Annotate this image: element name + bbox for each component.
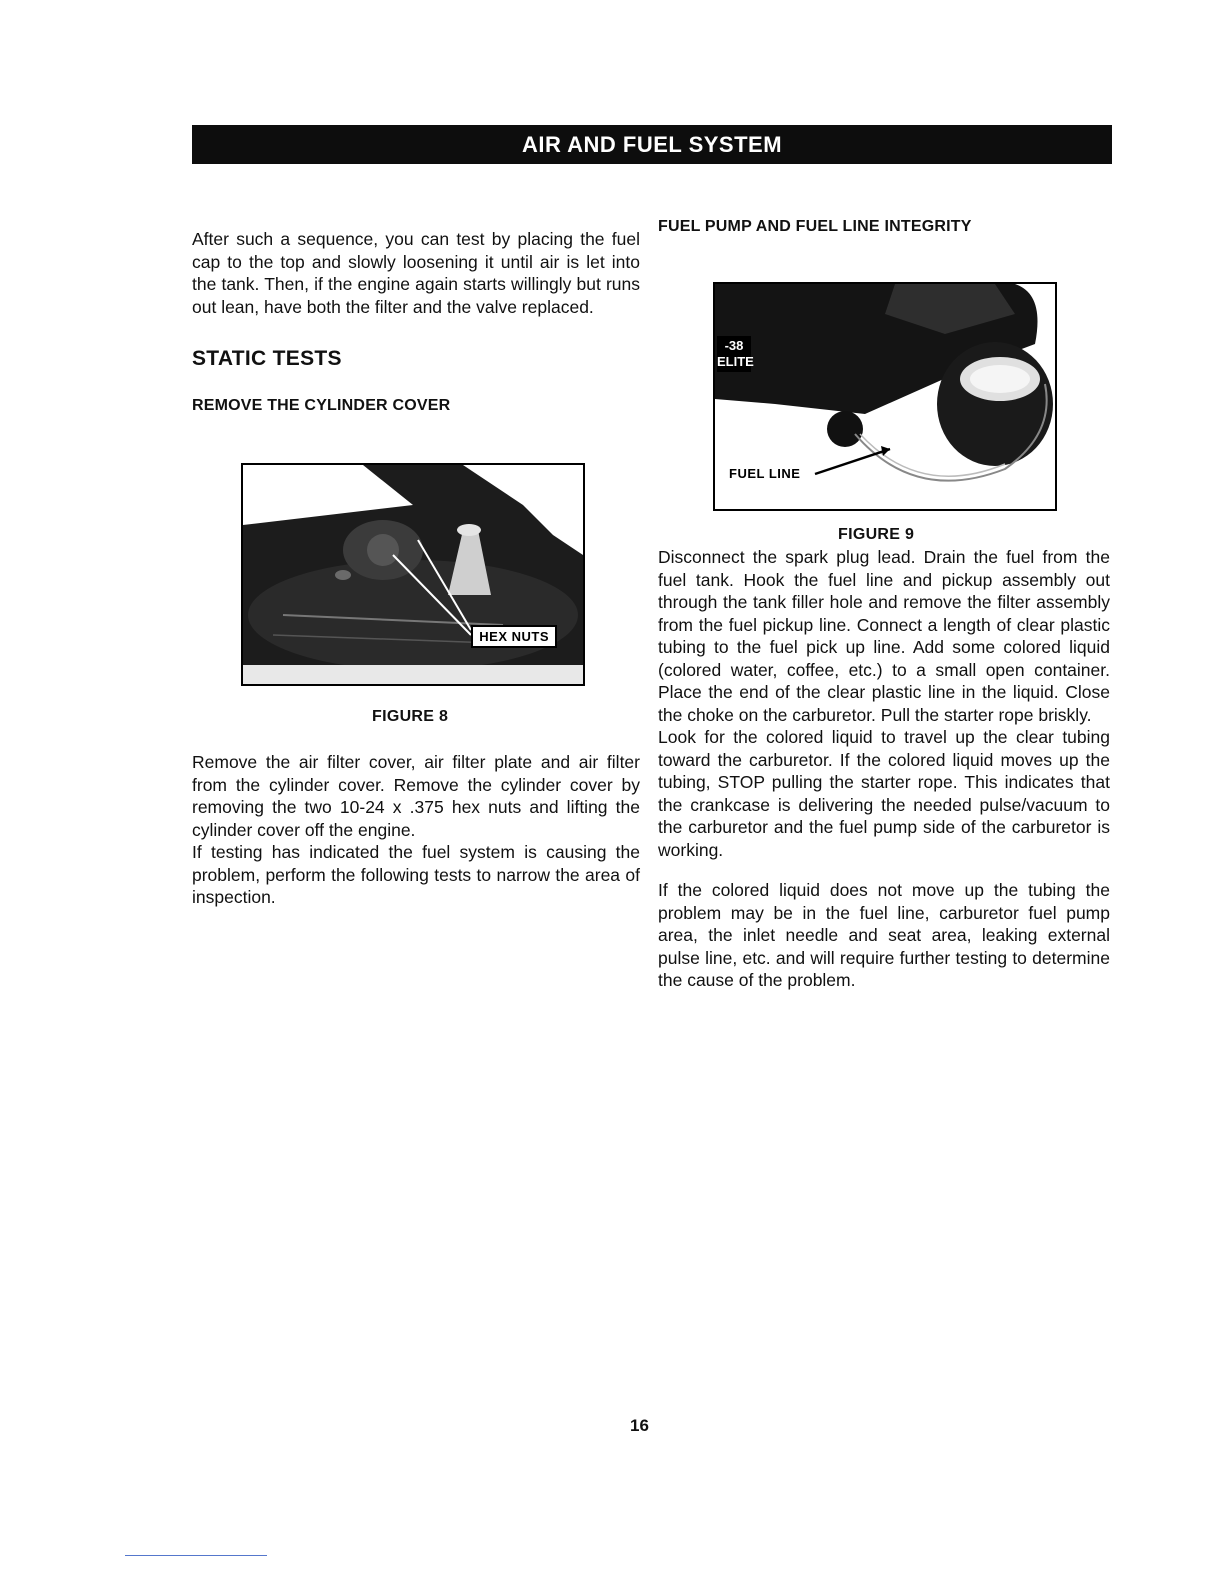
left-column-body bbox=[192, 751, 640, 909]
hex-nuts-label: HEX NUTS bbox=[471, 625, 557, 648]
subsection-heading-fuel-pump: FUEL PUMP AND FUEL LINE INTEGRITY bbox=[658, 218, 972, 235]
colored-liquid-paragraph: Look for the colored liquid to travel up the clear tubing toward the carburetor. If the colored liquid moves up the tubing, STOP pulling the starter rope. This indicates that the crankcase is delivering the needed pulse/vacuum to the carburetor and the fuel pump side of the carburetor is working. bbox=[658, 727, 1110, 860]
figure-9-caption: FIGURE 9 bbox=[838, 526, 915, 543]
figure-9-image bbox=[713, 282, 1057, 511]
footer-rule bbox=[125, 1555, 267, 1556]
cylinder-cover-photo bbox=[243, 465, 583, 684]
problem-diagnosis-paragraph: If the colored liquid does not move up the tubing the problem may be in the fuel line, carburetor fuel pump area, the inlet needle and seat area, leaking external pulse line, etc. and will require further testing to determine the cause of the problem. bbox=[658, 880, 1110, 990]
fuel-line-label: FUEL LINE bbox=[729, 466, 801, 481]
right-column-heading bbox=[658, 216, 1110, 239]
page-title: AIR AND FUEL SYSTEM bbox=[521, 131, 783, 157]
narrow-area-paragraph: If testing has indicated the fuel system is causing the problem, perform the following tests to narrow the area of inspection. bbox=[192, 842, 640, 907]
subsection-heading-remove-cylinder-cover: REMOVE THE CYLINDER COVER bbox=[192, 396, 451, 414]
remove-cover-paragraph: Remove the air filter cover, air filter plate and air filter from the cylinder cover. Remove the cylinder cover by removing the two 10-24 x .375 hex nuts and lifting the cylinder cover off the engine. bbox=[192, 752, 640, 840]
section-heading-static-tests: STATIC TESTS bbox=[192, 347, 342, 370]
left-column bbox=[192, 228, 640, 417]
section-banner bbox=[192, 125, 1112, 164]
figure-8-caption: FIGURE 8 bbox=[372, 708, 449, 725]
chainsaw-model-badge: -38 ELITE bbox=[717, 336, 751, 372]
intro-paragraph: After such a sequence, you can test by placing the fuel cap to the top and slowly loosening it until air is let into the tank. Then, if the engine again starts willingly but runs out lean, have both the filter and the valve replaced. bbox=[192, 229, 640, 317]
figure-8-image bbox=[241, 463, 585, 686]
disconnect-procedure-paragraph: Disconnect the spark plug lead. Drain the fuel from the fuel tank. Hook the fuel line and pickup assembly out through the tank filler hole and remove the filter assembly from the fuel pickup line. Connect a length of clear plastic tubing to the fuel pick up line. Add some colored liquid (colored water, coffee, etc.) to a small open container. Place the end of the clear plastic line in the liquid. Close the choke on the carburetor. Pull the starter rope briskly. bbox=[658, 547, 1110, 725]
right-column-body bbox=[658, 546, 1110, 992]
page-number: 16 bbox=[630, 1416, 649, 1435]
